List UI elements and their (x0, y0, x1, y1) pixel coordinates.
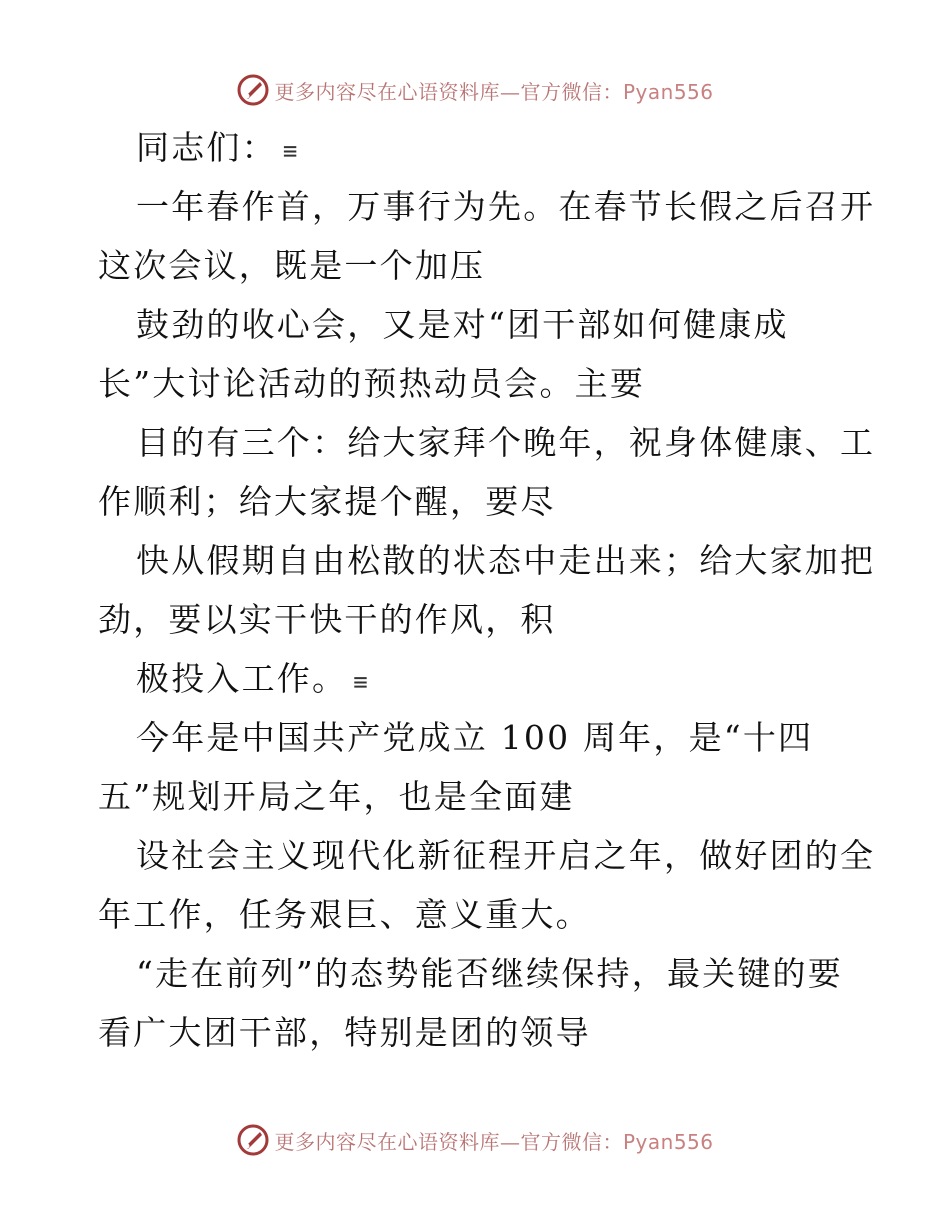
text-line: 五”规划开局之年，也是全面建 (98, 777, 575, 816)
text-line: 长”大讨论活动的预热动员会。主要 (98, 364, 646, 403)
footer-watermark (0, 1120, 950, 1160)
text-line: 快从假期自由松散的状态中走出来；给大家加把 (136, 541, 876, 580)
text-line: 鼓劲的收心会，又是对“团干部如何健康成 (136, 305, 789, 344)
text-line: “走在前列”的态势能否继续保持，最关键的要 (136, 954, 843, 993)
header-watermark (0, 70, 950, 110)
text-line: 劲，要以实干快干的作风，积 (98, 600, 556, 639)
text-line: 作顺利；给大家提个醒，要尽 (98, 482, 556, 521)
document-body (98, 118, 876, 1062)
quill-logo-icon (236, 1123, 270, 1157)
text-line: 今年是中国共产党成立 100 周年，是“十四 (136, 718, 814, 757)
quill-logo-icon (236, 73, 270, 107)
footer-watermark-text: 更多内容尽在心语资料库—官方微信：Pyan556 (274, 1129, 714, 1154)
text-line: 年工作，任务艰巨、意义重大。 (98, 895, 591, 934)
header-watermark-text: 更多内容尽在心语资料库—官方微信：Pyan556 (274, 79, 714, 104)
header-wechat-id: Pyan556 (622, 79, 714, 104)
text-line: 一年春作首，万事行为先。在春节长假之后召开 (136, 187, 876, 226)
text-line: 目的有三个：给大家拜个晚年，祝身体健康、工 (136, 423, 876, 462)
paragraph-mark-icon: ≡ (282, 137, 298, 165)
text-line: 看广大团干部，特别是团的领导 (98, 1013, 591, 1052)
paragraph-mark-icon: ≡ (353, 668, 368, 696)
text-line: 这次会议，既是一个加压 (98, 246, 486, 285)
text-line: 同志们： ≡ (136, 128, 298, 167)
text-line: 极投入工作。 ≡ (136, 659, 368, 698)
footer-wechat-id: Pyan556 (622, 1129, 714, 1154)
text-line: 设社会主义现代化新征程开启之年，做好团的全 (136, 836, 876, 875)
